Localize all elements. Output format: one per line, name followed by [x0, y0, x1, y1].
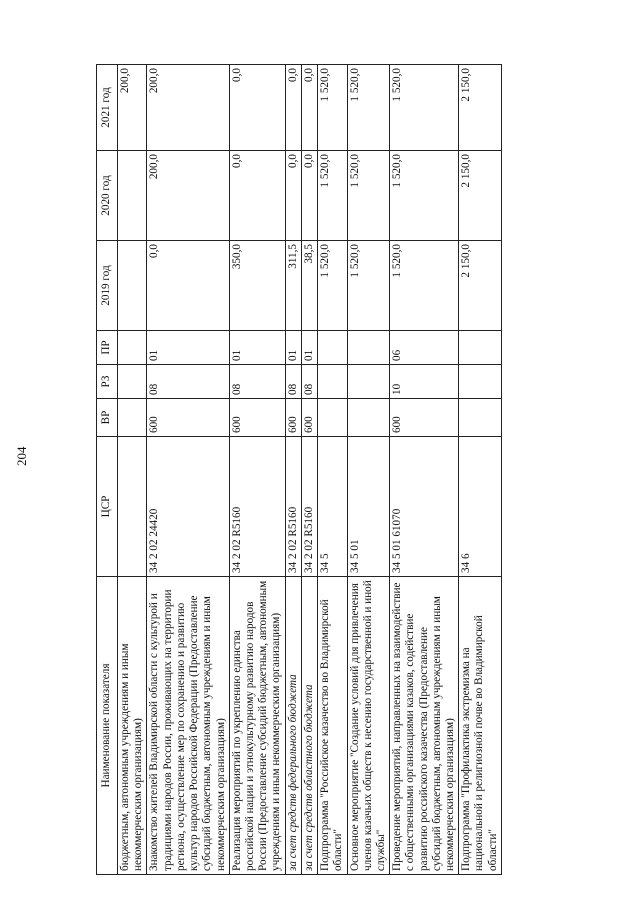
table-row	[147, 65, 229, 875]
header-rz: РЗ	[97, 365, 118, 399]
cell-name: Проведение мероприятий, направленных на взаимодействие с общественными организациями казаков, содействие развитию российского казачества (Предоставление субсидий бюджетным, автономным учреждениям и иным некоммерческим организациям)	[390, 577, 459, 875]
cell-name: Подпрограмма "Профилактика экстремизма на национальной и религиозной почве во Владимирской области"	[459, 577, 502, 875]
cell-vr: 600	[147, 399, 229, 437]
cell-name: Реализация мероприятий по укреплению единства российской нации и этнокультурному развитию народов России (Предоставление субсидий бюджетным, автономным учреждениям и иным некоммерческим организациям)	[229, 577, 285, 875]
cell-pr: 01	[285, 331, 301, 365]
table-row	[285, 65, 301, 875]
cell-pr: 01	[147, 331, 229, 365]
table-row	[229, 65, 285, 875]
header-name: Наименование показателя	[97, 577, 118, 875]
cell-pr: 01	[229, 331, 285, 365]
cell-2020: 2 150,0	[459, 151, 502, 241]
cell-2019: 1 520,0	[318, 241, 347, 331]
cell-rz: 10	[390, 365, 459, 399]
table-row	[118, 65, 147, 875]
cell-2019: 311,5	[285, 241, 301, 331]
cell-2019: 2 150,0	[459, 241, 502, 331]
cell-vr: 600	[229, 399, 285, 437]
header-2021: 2021 год	[97, 65, 118, 151]
cell-2020: 0,0	[229, 151, 285, 241]
cell-2021: 0,0	[229, 65, 285, 151]
cell-rz: 08	[229, 365, 285, 399]
cell-pr	[318, 331, 347, 365]
header-csr: ЦСР	[97, 437, 118, 577]
cell-2019: 38,5	[301, 241, 317, 331]
cell-2021: 2 150,0	[459, 65, 502, 151]
table-row	[459, 65, 502, 875]
header-2020: 2020 год	[97, 151, 118, 241]
header-pr: ПР	[97, 331, 118, 365]
cell-pr	[459, 331, 502, 365]
cell-pr	[347, 331, 390, 365]
cell-2021: 1 520,0	[347, 65, 390, 151]
table-body	[118, 65, 502, 875]
cell-rz	[118, 365, 147, 399]
table-header-row	[97, 65, 118, 875]
budget-table-rotated	[96, 65, 598, 875]
cell-2019: 1 520,0	[347, 241, 390, 331]
cell-csr: 34 5	[318, 437, 347, 577]
cell-name: Знакомство жителей Владимирской области с культурой и традициями народов России, проживающих на территории региона, осуществление мер по сохранению и развитию культур народов Российской Федерации (Предоставление субсидий бюджетным, автономным учреждениям и иным некоммерческим организациям)	[147, 577, 229, 875]
cell-csr: 34 2 02 R5160	[285, 437, 301, 577]
cell-2021: 1 520,0	[390, 65, 459, 151]
cell-2020: 1 520,0	[318, 151, 347, 241]
table-row	[318, 65, 347, 875]
cell-2021: 1 520,0	[318, 65, 347, 151]
cell-name: бюджетным, автономным учреждениям и иным некоммерческим организациям)	[118, 577, 147, 875]
header-2019: 2019 год	[97, 241, 118, 331]
cell-rz	[347, 365, 390, 399]
cell-2020: 1 520,0	[347, 151, 390, 241]
cell-csr: 34 2 02 24420	[147, 437, 229, 577]
cell-csr: 34 5 01	[347, 437, 390, 577]
cell-2019	[118, 241, 147, 331]
cell-2021: 0,0	[285, 65, 301, 151]
cell-2019: 0,0	[147, 241, 229, 331]
cell-2020: 200,0	[147, 151, 229, 241]
cell-csr: 34 5 01 61070	[390, 437, 459, 577]
cell-2019: 1 520,0	[390, 241, 459, 331]
cell-rz: 08	[301, 365, 317, 399]
table-row	[347, 65, 390, 875]
cell-csr: 34 6	[459, 437, 502, 577]
table-row	[301, 65, 317, 875]
cell-csr: 34 2 02 R5160	[229, 437, 285, 577]
cell-rz: 08	[285, 365, 301, 399]
cell-name: Основное мероприятие "Создание условий для привлечения членов казачьих обществ к несению государственной и иной службы"	[347, 577, 390, 875]
cell-vr: 600	[285, 399, 301, 437]
cell-rz	[459, 365, 502, 399]
cell-vr	[318, 399, 347, 437]
cell-2021: 200,0	[147, 65, 229, 151]
cell-pr: 06	[390, 331, 459, 365]
cell-vr	[459, 399, 502, 437]
cell-vr: 600	[301, 399, 317, 437]
table-row	[390, 65, 459, 875]
budget-table	[96, 64, 502, 875]
cell-vr	[347, 399, 390, 437]
cell-2020	[118, 151, 147, 241]
cell-name: за счет средств областного бюджета	[301, 577, 317, 875]
cell-vr	[118, 399, 147, 437]
cell-2019: 350,0	[229, 241, 285, 331]
cell-2020: 0,0	[301, 151, 317, 241]
header-vr: ВР	[97, 399, 118, 437]
cell-name: Подпрограмма "Российское казачество во Владимирской области"	[318, 577, 347, 875]
cell-pr	[118, 331, 147, 365]
cell-2021: 0,0	[301, 65, 317, 151]
cell-2020: 0,0	[285, 151, 301, 241]
cell-vr: 600	[390, 399, 459, 437]
cell-rz: 08	[147, 365, 229, 399]
cell-name: за счет средств федерального бюджета	[285, 577, 301, 875]
cell-csr: 34 2 02 R5160	[301, 437, 317, 577]
cell-rz	[318, 365, 347, 399]
page-number: 204	[14, 446, 29, 466]
cell-2020: 1 520,0	[390, 151, 459, 241]
cell-pr: 01	[301, 331, 317, 365]
cell-2021: 200,0	[118, 65, 147, 151]
cell-csr	[118, 437, 147, 577]
